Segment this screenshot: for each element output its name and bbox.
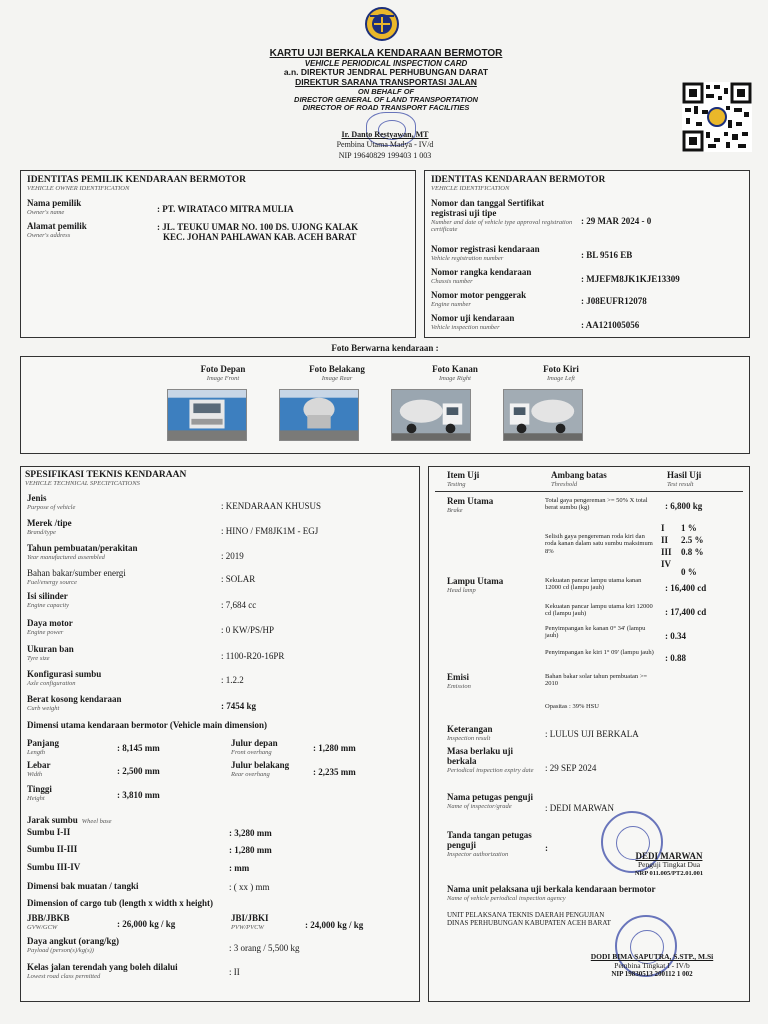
owner-address-line-1: : JL. TEUKU UMAR NO. 100 DS. UJONG KALAK [157, 222, 359, 232]
spec-label-en: Fuel/energy source [27, 578, 77, 586]
qr-code-icon [682, 82, 752, 152]
pvw-value: : 24,000 kg / kg [305, 920, 364, 930]
dim-label: Julur depan [231, 738, 278, 748]
result-label: Keterangan [447, 724, 493, 734]
vehicle-id-label-en: Number and date of vehicle type approval registration certificate [431, 218, 573, 233]
vehicle-id-label-en: Engine number [431, 300, 471, 308]
col-item-header-en: Testing [447, 480, 466, 488]
inspector-signature-label: Tanda tangan petugas penguji [447, 830, 532, 850]
spec-label: Bahan bakar/sumber energi [27, 568, 126, 578]
expiry-label: Masa berlaku uji berkala [447, 746, 514, 766]
weight-label-en: GVW/GCW [27, 923, 58, 931]
payload-value: : 3 orang / 5,500 kg [229, 943, 300, 953]
photo-label-en: Image Rear [321, 374, 353, 382]
ministry-emblem-icon [364, 6, 400, 42]
header-line-2: DIREKTUR SARANA TRANSPORTASI JALAN [295, 76, 477, 87]
registration-number-value: : BL 9516 EB [581, 250, 633, 260]
agency-label-en: Name of vehicle periodical inspection agency [447, 894, 566, 902]
road-class-label-en: Lowest road class permitted [27, 972, 101, 980]
spec-label-en: Brand/type [27, 528, 56, 536]
vehicle-photos-box [20, 356, 750, 454]
spec-value: : 1100-R20-16PR [221, 651, 285, 661]
director-signature-block [250, 130, 520, 161]
height-value: : 3,810 mm [117, 790, 160, 800]
head-sign-nip: NIP 19830513 200112 1 002 [611, 970, 693, 979]
length-value: : 8,145 mm [117, 743, 160, 753]
inspector-sign-block [589, 851, 749, 877]
photo-label-en: Image Front [206, 374, 240, 382]
axle-brake-id: III [661, 547, 672, 557]
emission-opacity: Opasitas : 39% HSU [545, 703, 599, 710]
header-en-2: DIRECTOR GENERAL OF LAND TRANSPORTATION [294, 94, 478, 104]
owner-section-title: IDENTITAS PEMILIK KENDARAAN BERMOTOR [27, 175, 246, 185]
photo-label: Foto Depan [200, 364, 246, 374]
agency-label: Nama unit pelaksana uji berkala kendaraan bermotor [447, 884, 656, 894]
dim-label-en: Length [27, 748, 46, 756]
dim-label: Lebar [27, 760, 51, 770]
agency-name-line-2: DINAS PERHUBUNGAN KABUPATEN ACEH BARAT [447, 919, 611, 928]
head-sign-rank: Pembina Tingkat I - IV/b [614, 960, 690, 970]
spec-label: Konfigurasi sumbu [27, 669, 102, 679]
inspector-name-value: : DEDI MARWAN [545, 803, 614, 813]
rear-photo-image [279, 389, 359, 441]
card-title: KARTU UJI BERKALA KENDARAAN BERMOTOR [269, 48, 503, 59]
spec-label-en: Tyre size [27, 654, 50, 662]
inspection-number-value: : AA121005056 [581, 320, 640, 330]
vehicle-id-label-en: Vehicle registration number [431, 254, 504, 262]
spec-label-en: Purpose of vehicle [27, 503, 76, 511]
director-nip: NIP 19640829 199403 1 003 [338, 150, 432, 160]
inspector-signature-value: : [545, 843, 548, 853]
brake-threshold-1: Total gaya pengereman >= 50% X total berat sumbu (kg) [545, 497, 648, 512]
vehicle-section-title: IDENTITAS KENDARAAN BERMOTOR [431, 175, 606, 185]
axle-brake-value: 2.5 % [681, 535, 704, 545]
photo-label-en: Image Left [547, 374, 575, 382]
vehicle-id-label: Nomor rangka kendaraan [431, 267, 532, 277]
owner-address-label-en: Owner's address [27, 231, 71, 239]
spec-label-en: Year manufactured assembled [27, 553, 105, 561]
emission-label: Emisi [447, 672, 470, 682]
spec-label-en: Engine capacity [27, 601, 70, 609]
spec-value: : 1.2.2 [221, 675, 244, 685]
axle-brake-id: IV [661, 559, 672, 569]
spec-value: : 2019 [221, 551, 244, 561]
axle-brake-value: 0 % [681, 567, 697, 577]
owner-address-label: Alamat pemilik [27, 221, 87, 231]
col-threshold-header: Ambang batas [551, 470, 607, 480]
axle-value: : 3,280 mm [229, 828, 272, 838]
vehicle-id-label: Nomor uji kendaraan [431, 313, 515, 323]
header-divider [435, 491, 743, 492]
inspector-sign-nrp: NRP 011.005/PT2.01.001 [634, 869, 704, 877]
col-item-header: Item Uji [447, 470, 480, 480]
axle-brake-id: I [661, 523, 665, 533]
vehicle-id-label: Nomor motor penggerak [431, 290, 527, 300]
emission-threshold: Bahan bakar solar tahun pembuatan >= 2010 [545, 673, 648, 688]
axle-brake-value: 0.8 % [681, 547, 704, 557]
wheelbase-label-en: Wheel base [81, 818, 112, 825]
card-header [150, 48, 622, 112]
photo-label: Foto Belakang [309, 364, 365, 374]
payload-label: Daya angkut (orang/kg) [27, 936, 120, 946]
col-result-header: Hasil Uji [667, 470, 702, 480]
front-photo-image [167, 389, 247, 441]
cargo-dimension-title: Dimension of cargo tub (length x width x height) [27, 898, 214, 908]
spec-value: : 0 KW/PS/HP [221, 625, 275, 635]
headlamp-value: : 0.88 [665, 653, 686, 663]
photos-title: Foto Berwarna kendaraan : [331, 343, 439, 353]
owner-name-label: Nama pemilik [27, 198, 82, 208]
brake-label: Rem Utama [447, 496, 494, 506]
vehicle-identification-box [424, 170, 750, 338]
dim-label-en: Rear overhang [231, 770, 270, 778]
spec-label: Daya motor [27, 618, 73, 628]
spec-label-en: Curb weight [27, 704, 60, 712]
header-en-3: DIRECTOR OF ROAD TRANSPORT FACILITIES [302, 103, 470, 113]
type-approval-value: : 29 MAR 2024 - 0 [581, 216, 652, 226]
axle-brake-value: 1 % [681, 523, 697, 533]
vehicle-id-label-en: Vehicle inspection number [431, 323, 500, 331]
agency-name-line-1: UNIT PELAKSANA TEKNIS DAERAH PENGUJIAN [447, 911, 605, 919]
vehicle-id-label-en: Chassis number [431, 277, 473, 285]
spec-label: Berat kosong kendaraan [27, 694, 122, 704]
engine-number-value: : J08EUFR12078 [581, 296, 647, 306]
cargo-dimension-label: Dimensi bak muatan / tangki [27, 881, 139, 891]
owner-identification-box [20, 170, 416, 338]
director-name: Ir. Danto Restyawan, MT [341, 130, 429, 139]
headlamp-threshold: Penyimpangan ke kanan 0° 34' (lampu jauh) [545, 625, 646, 640]
chassis-number-value: : MJEFM8JK1KJE13309 [581, 274, 680, 284]
spec-value: : SOLAR [221, 574, 256, 584]
test-results-box [428, 466, 750, 1002]
brake-total-value: : 6,800 kg [665, 501, 703, 511]
headlamp-label-en: Head lamp [447, 586, 476, 594]
weight-label-en: PVW/PVCW [231, 923, 264, 931]
dimension-title: Dimensi utama kendaraan bermotor (Vehicle main dimension) [27, 720, 268, 730]
inspector-sign-name: DEDI MARWAN [635, 851, 703, 861]
head-sign-name: DODI BIMA SAPUTRA, S.STP., M.Si [590, 952, 714, 961]
wheelbase-label: Jarak sumbu [27, 815, 78, 825]
photo-label: Foto Kiri [543, 364, 579, 374]
vehicle-section-title-en: VEHICLE IDENTIFICATION [431, 185, 510, 193]
inspector-sign-rank: Penguji Tingkat Dua [637, 860, 701, 870]
gvw-value: : 26,000 kg / kg [117, 919, 176, 929]
result-value: : LULUS UJI BERKALA [545, 729, 639, 739]
owner-section-title-en: VEHICLE OWNER IDENTIFICATION [27, 185, 130, 193]
technical-specifications-box [20, 466, 420, 1002]
result-label-en: Inspection result [447, 734, 491, 742]
front-overhang-value: : 1,280 mm [313, 743, 356, 753]
right-photo-image [391, 389, 471, 441]
headlamp-value: : 0.34 [665, 631, 686, 641]
head-sign-block [557, 953, 747, 978]
spec-value: : KENDARAAN KHUSUS [221, 501, 322, 511]
width-value: : 2,500 mm [117, 766, 160, 776]
axle-label: Sumbu II-III [27, 844, 78, 854]
inspector-name-label-en: Name of inspector/grade [447, 802, 512, 810]
headlamp-threshold: Kekuatan pancar lampu utama kanan 12000 cd (lampu jauh) [545, 577, 642, 592]
expiry-label-en: Periodical inspection expiry date [447, 766, 534, 774]
photo-label-en: Image Right [439, 374, 471, 382]
rear-overhang-value: : 2,235 mm [313, 767, 356, 777]
cargo-dimension-value: : ( xx ) mm [229, 882, 270, 892]
brake-threshold-2: Selisih gaya pengereman roda kiri dan roda kanan dalam satu sumbu maksimum 8% [545, 533, 653, 555]
dim-label: Panjang [27, 738, 60, 748]
photo-label: Foto Kanan [432, 364, 478, 374]
vehicle-id-label: Nomor registrasi kendaraan [431, 244, 540, 254]
dim-label-en: Width [27, 770, 43, 778]
brake-label-en: Brake [447, 506, 463, 514]
vehicle-id-label: Nomor dan tanggal Sertifikat registrasi uji tipe [431, 198, 545, 218]
headlamp-value: : 17,400 cd [665, 607, 707, 617]
spec-value: : 7454 kg [221, 701, 257, 711]
owner-address-line-2: KEC. JOHAN PAHLAWAN KAB. ACEH BARAT [163, 232, 357, 243]
headlamp-threshold: Kekuatan pancar lampu utama kiri 12000 cd (lampu jauh) [545, 603, 653, 618]
header-en-1: ON BEHALF OF [357, 86, 415, 96]
road-class-label: Kelas jalan terendah yang boleh dilalui [27, 962, 178, 972]
director-rank: Pembina Utama Madya - IV/d [336, 140, 434, 150]
spec-label-en: Axle configuration [27, 679, 76, 687]
axle-label: Sumbu III-IV [27, 862, 81, 872]
expiry-value: : 29 SEP 2024 [545, 763, 597, 773]
specs-section-title-en: VEHICLE TECHNICAL SPECIFICATIONS [25, 480, 140, 488]
inspector-signature-label-en: Inspector authorization [447, 850, 509, 858]
inspector-name-label: Nama petugas penguji [447, 792, 534, 802]
spec-label: Isi silinder [27, 591, 68, 601]
spec-value: : HINO / FM8JK1M - EGJ [221, 526, 319, 536]
owner-name-label-en: Owner's name [27, 208, 65, 216]
axle-value: : 1,280 mm [229, 845, 272, 855]
left-photo-image [503, 389, 583, 441]
col-threshold-header-en: Threshold [551, 480, 578, 488]
spec-label: Tahun pembuatan/perakitan [27, 543, 138, 553]
spec-label: Ukuran ban [27, 644, 74, 654]
axle-brake-id: II [661, 535, 669, 545]
axle-label: Sumbu I-II [27, 827, 71, 837]
axle-value: : mm [229, 863, 250, 873]
dim-label-en: Front overhang [231, 748, 272, 756]
headlamp-value: : 16,400 cd [665, 583, 707, 593]
spec-label: Merek /tipe [27, 518, 72, 528]
spec-label-en: Engine power [27, 628, 64, 636]
header-line-1: a.n. DIREKTUR JENDRAL PERHUBUNGAN DARAT [283, 67, 489, 78]
dim-label: Tinggi [27, 784, 52, 794]
owner-name-value: : PT. WIRATACO MITRA MULIA [157, 204, 294, 214]
card-title-en: VEHICLE PERIODICAL INSPECTION CARD [304, 59, 468, 68]
payload-label-en: Payload (person(s)/kg(s)) [27, 946, 94, 954]
weight-label: JBB/JBKB [27, 913, 70, 923]
spec-value: : 7,684 cc [221, 600, 257, 610]
dim-label: Julur belakang [231, 760, 290, 770]
weight-label: JBI/JBKI [231, 913, 269, 923]
headlamp-threshold: Penyimpangan ke kiri 1° 09' (lampu jauh) [545, 649, 654, 656]
dim-label-en: Height [27, 794, 45, 802]
emission-label-en: Emission [447, 682, 471, 690]
col-result-header-en: Test result [667, 480, 694, 488]
specs-section-title: SPESIFIKASI TEKNIS KENDARAAN [25, 470, 187, 480]
headlamp-label: Lampu Utama [447, 576, 504, 586]
road-class-value: : II [229, 967, 240, 977]
spec-label: Jenis [27, 493, 47, 503]
